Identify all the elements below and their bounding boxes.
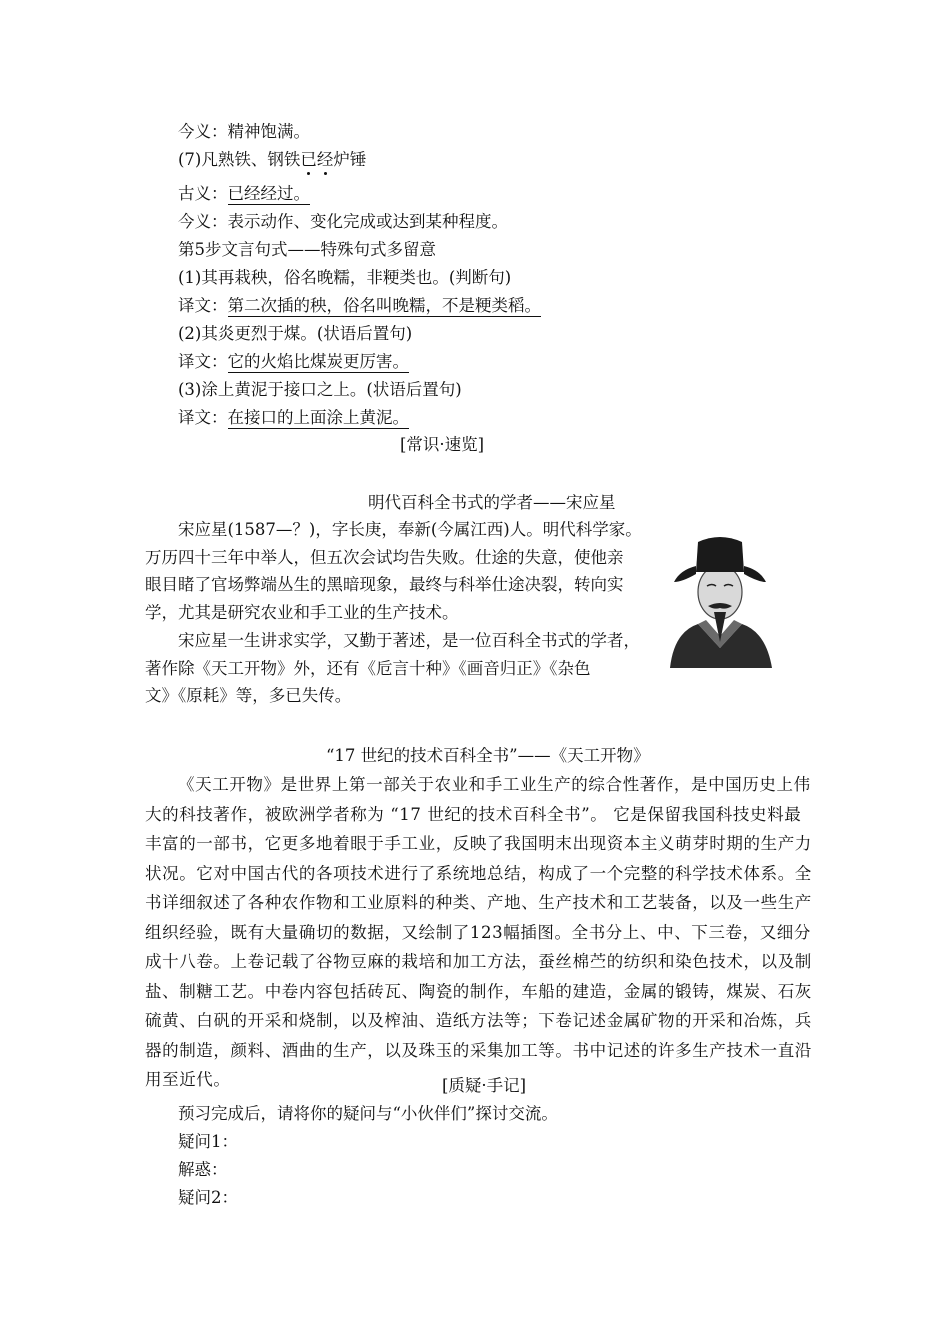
translation-2: 它的火焰比煤炭更厉害。 (227, 352, 409, 371)
bio-p1-line-2: 万历四十三年中举人，但五次会试均告失败。仕途的失意，使他亲 (145, 548, 624, 567)
guyi-label: 古义： (178, 184, 228, 203)
translation-label: 译文： (178, 352, 228, 371)
translation-label: 译文： (178, 408, 228, 427)
bio-p1-line-4: 学，尤其是研究农业和手工业的生产技术。 (145, 603, 459, 622)
step5-title: 第5步文言句式——特殊句式多留意 (178, 240, 436, 259)
guyi-line (178, 183, 310, 205)
question-1: 疑问1： (178, 1132, 238, 1151)
changshi-subtitle: 明代百科全书式的学者——宋应星 (368, 493, 616, 512)
translation-1: 第二次插的秧，俗名叫晚糯，不是粳类稻。 (227, 296, 541, 315)
sentence-2: (2)其炎更烈于煤。(状语后置句) (178, 324, 413, 343)
emphasis-char-1: 已 (300, 150, 317, 169)
tiangong-title: “17 世纪的技术百科全书”——《天工开物》 (326, 746, 650, 765)
guyi-answer: 已经经过。 (227, 184, 310, 203)
jinyi-line-2: 今义：表示动作、变化完成或达到某种程度。 (178, 212, 508, 231)
item-7-text-b: 炉锤 (333, 150, 367, 169)
sentence-3: (3)涂上黄泥于接口之上。(状语后置句) (178, 380, 462, 399)
translation-3-line (178, 407, 409, 429)
bio-p2-line-1: 宋应星一生讲求实学，又勤于著述，是一位百科全书式的学者， (178, 631, 640, 650)
question-2: 疑问2： (178, 1188, 238, 1207)
translation-2-line (178, 351, 409, 373)
zhiyi-heading: [质疑·手记] (442, 1076, 527, 1095)
bio-p2-line-2: 著作除《天工开物》外，还有《卮言十种》《画音归正》《杂色 (145, 659, 591, 678)
item-7-text-a: (7)凡熟铁、钢铁 (178, 150, 301, 169)
translation-label: 译文： (178, 296, 228, 315)
scholar-portrait (660, 520, 780, 670)
changshi-heading: [常识·速览] (400, 435, 485, 454)
zhiyi-intro: 预习完成后，请将你的疑问与“小伙伴们”探讨交流。 (178, 1104, 558, 1123)
bio-p1-line-1: 宋应星(1587—？)，字长庚，奉新(今属江西)人。明代科学家。 (178, 520, 642, 539)
translation-3: 在接口的上面涂上黄泥。 (227, 408, 409, 427)
emphasis-char-2: 经 (316, 150, 334, 169)
item-7-line (178, 149, 366, 171)
bio-p1-line-3: 眼目睹了官场弊端丛生的黑暗现象，最终与科举仕途决裂，转向实 (145, 575, 624, 594)
sentence-1: (1)其再栽秧，俗名晚糯，非粳类也。(判断句) (178, 268, 512, 287)
answer-1: 解惑： (178, 1160, 228, 1179)
bio-p2-line-3: 文》《原耗》等，多已失传。 (145, 686, 352, 705)
translation-1-line (178, 295, 541, 317)
tiangong-body: 《天工开物》是世界上第一部关于农业和手工业生产的综合性著作，是中国历史上伟大的科技著作，被欧洲学者称为 “17 世纪的技术百科全书”。 它是保留我国科技史料最丰富的一部书，它更多地着眼于手工业，反映了我国明末出现资本主义萌芽时期的生产力状况。它对中国古代的各项技术进行了系统地总结，构成了一个完整的科学技术体系。全书详细叙述了各种农作物和工业原料的种类、产地、生产技术和工艺装备，以及一些生产组织经验，既有大量确切的数据，又绘制了123幅插图。全书分上、中、下三卷，又细分成十八卷。上卷记载了谷物豆麻的栽培和加工方法，蚕丝棉苎的纺织和染色技术，以及制盐、制糖工艺。中卷内容包括砖瓦、陶瓷的制作，车船的建造，金属的锻铸，煤炭、石灰硫黄、白矾的开采和烧制，以及榨油、造纸方法等；下卷记述金属矿物的开采和冶炼，兵器的制造，颜料、酒曲的生产，以及珠玉的采集加工等。书中记述的许多生产技术一直沿用至近代。 (145, 775, 812, 1089)
jinyi-line-1: 今义：精神饱满。 (178, 122, 310, 141)
